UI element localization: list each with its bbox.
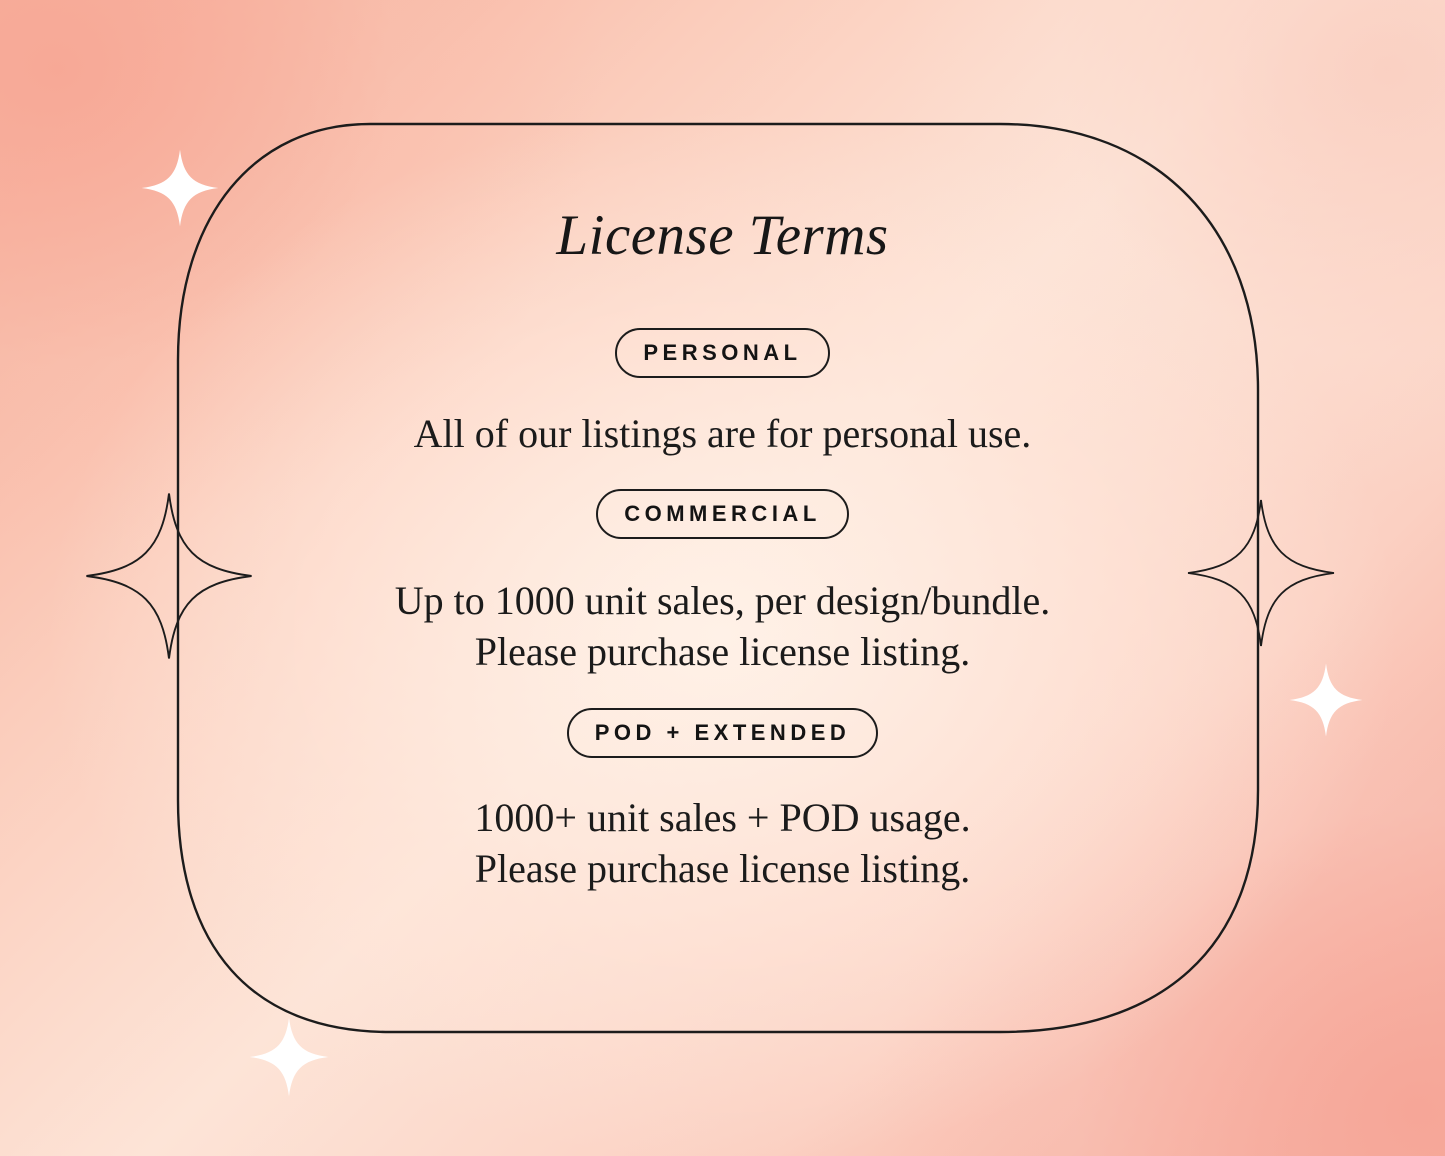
pod-extended-terms-text — [474, 792, 970, 894]
pod-extended-terms-line-2: Please purchase license listing. — [474, 845, 971, 891]
page-title: License Terms — [556, 204, 889, 267]
sparkle-right-small-icon — [1288, 662, 1364, 738]
badge-personal-label: PERSONAL — [615, 328, 829, 378]
badge-pod-extended — [567, 708, 879, 758]
badge-pod-extended-label: POD + EXTENDED — [567, 708, 879, 758]
badge-commercial — [596, 489, 849, 539]
commercial-terms-line-2: Please purchase license listing. — [474, 629, 971, 675]
pod-extended-terms-line-1: 1000+ unit sales + POD usage. — [474, 794, 971, 840]
personal-terms-text — [414, 408, 1032, 459]
card-content — [195, 150, 1250, 1030]
badge-personal — [615, 328, 829, 378]
personal-terms-line-1: All of our listings are for personal use. — [413, 411, 1032, 456]
commercial-terms-line-1: Up to 1000 unit sales, per design/bundle. — [394, 578, 1051, 624]
commercial-terms-text — [395, 575, 1050, 677]
badge-commercial-label: COMMERCIAL — [596, 489, 849, 539]
